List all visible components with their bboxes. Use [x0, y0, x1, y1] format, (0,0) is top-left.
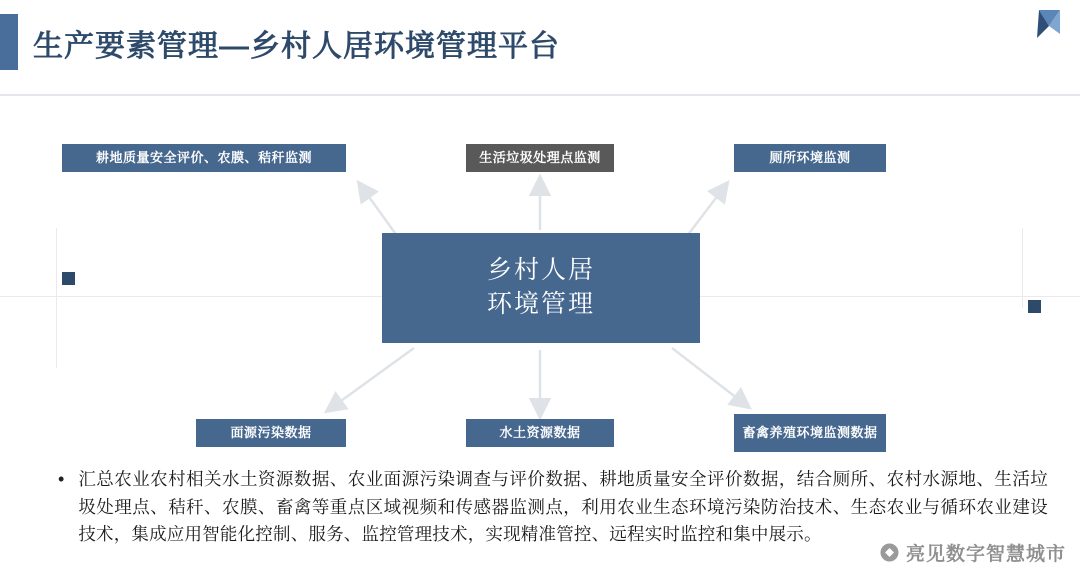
title-divider	[0, 94, 1080, 96]
footer-watermark	[880, 539, 1066, 566]
center-node-line-2: 环境管理	[486, 290, 595, 318]
diagram-node-top-mid[interactable]: 生活垃圾处理点监测	[466, 144, 614, 172]
diagram-area	[0, 100, 1080, 460]
bullet-marker: •	[58, 469, 65, 489]
diagram-node-bottom-left[interactable]: 面源污染数据	[196, 419, 346, 447]
title-accent-bar	[0, 14, 18, 70]
watermark-text: 亮见数字智慧城市	[905, 544, 1066, 565]
diagram-node-bottom-right[interactable]: 畜禽养殖环境监测数据	[734, 414, 886, 452]
center-node-line-1: 乡村人居	[486, 256, 595, 285]
diagram-node-top-left[interactable]: 耕地质量安全评价、农膜、秸秆监测	[62, 144, 346, 172]
description-bullet	[58, 466, 1048, 549]
watermark-logo-icon	[880, 543, 899, 562]
description-text: 汇总农业农村相关水土资源数据、农业面源污染调查与评价数据、耕地质量安全评价数据，结合厕所、农村水源地、生活垃圾处理点、秸秆、农膜、畜禽等重点区域视频和传感器监测点，利用农业生态环境污染防治技术、生态农业与循环农业建设技术，集成应用智能化控制、服务、监控管理技术，实现精准管控、远程实时监控和集中展示。	[78, 469, 1048, 545]
page-title: 生产要素管理—乡村人居环境管理平台	[33, 30, 560, 63]
brand-mark-icon	[1016, 8, 1062, 44]
diagram-center-node[interactable]	[382, 233, 700, 343]
diagram-node-bottom-mid[interactable]: 水土资源数据	[466, 419, 614, 447]
diagram-node-top-right[interactable]: 厕所环境监测	[734, 144, 886, 172]
